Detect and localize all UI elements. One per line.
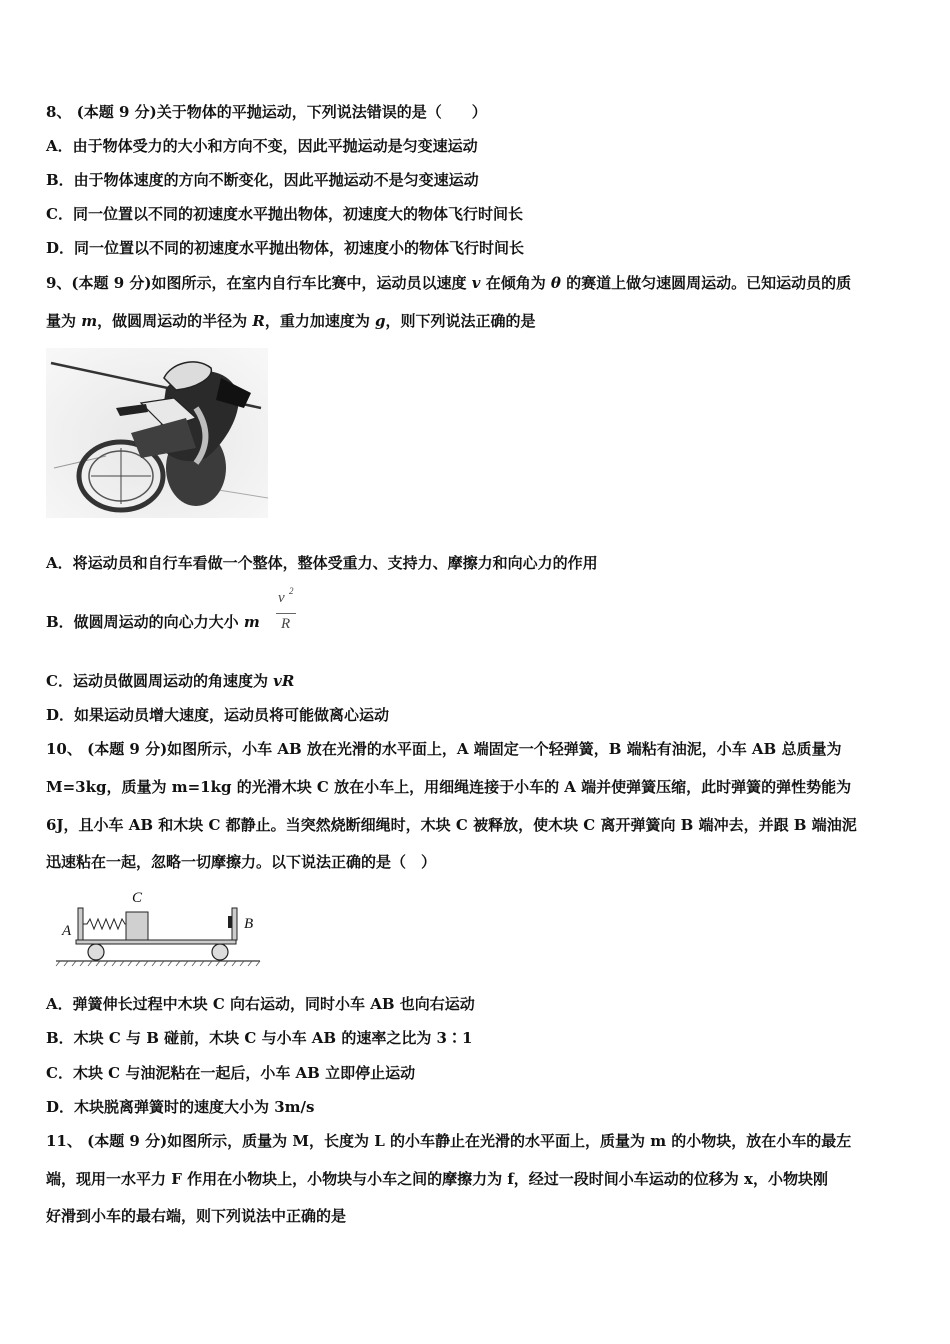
q10-option-d: D．木块脱离弹簧时的速度大小为 3m/s [46,1098,315,1116]
q10-option-b: B．木块 C 与 B 碰前，木块 C 与小车 AB 的速率之比为 3∶1 [46,1029,473,1047]
q9-option-b: B．做圆周运动的向心力大小 m [46,613,260,631]
q8-option-c: C．同一位置以不同的初速度水平抛出物体，初速度大的物体飞行时间长 [46,205,523,223]
label-c: C [132,890,143,906]
q11-stem-line1: 11、 (本题 9 分)如图所示，质量为 M，长度为 L 的小车静止在光滑的水平面上，质量为 m 的小物块，放在小车的最左 [46,1132,852,1150]
q9-option-d: D．如果运动员增大速度，运动员将可能做离心运动 [46,706,390,724]
q8-option-b: B．由于物体速度的方向不断变化，因此平抛运动不是匀变速运动 [46,171,479,189]
fraction-denominator: R [281,616,291,632]
cart-diagram [54,888,264,968]
label-a: A [62,923,72,939]
q11-stem-line3: 好滑到小车的最右端，则下列说法中正确的是 [46,1207,347,1225]
q10-stem-line4: 迅速粘在一起，忽略一切摩擦力。以下说法正确的是（ ） [46,853,437,871]
q10-stem-line2: M=3kg，质量为 m=1kg 的光滑木块 C 放在小车上，用细绳连接于小车的 A 端并使弹簧压缩，此时弹簧的弹性势能为 [46,778,852,796]
q8-stem: 8、 (本题 9 分)关于物体的平抛运动，下列说法错误的是（ ） [46,103,487,121]
cyclist-photo [46,348,268,518]
q11-stem-line2: 端，现用一水平力 F 作用在小物块上，小物块与小车之间的摩擦力为 f，经过一段时间小车运动的位移为 x，小物块刚 [46,1170,828,1188]
label-b: B [244,916,254,932]
fraction-superscript: 2 [289,586,294,596]
q10-stem-line3: 6J，且小车 AB 和木块 C 都静止。当突然烧断细绳时，木块 C 被释放，使木块 C 离开弹簧向 B 端冲去，并跟 B 端油泥 [46,816,857,834]
q10-option-a: A．弹簧伸长过程中木块 C 向右运动，同时小车 AB 也向右运动 [46,995,475,1013]
q9-stem-line2: 量为 m，做圆周运动的半径为 R，重力加速度为 g，则下列说法正确的是 [46,312,536,330]
q10-option-c: C．木块 C 与油泥粘在一起后，小车 AB 立即停止运动 [46,1064,416,1082]
q8-option-a: A．由于物体受力的大小和方向不变，因此平抛运动是匀变速运动 [46,137,478,155]
q9-stem-line1: 9、(本题 9 分)如图所示，在室内自行车比赛中，运动员以速度 v 在倾角为 θ 的赛道上做匀速圆周运动。已知运动员的质 [46,274,852,292]
q8-option-d: D．同一位置以不同的初速度水平抛出物体，初速度小的物体飞行时间长 [46,239,525,257]
q9-option-a: A．将运动员和自行车看做一个整体，整体受重力、支持力、摩擦力和向心力的作用 [46,554,598,572]
fraction-bar [276,613,296,614]
fraction-numerator: v [278,590,285,606]
q9-option-c: C．运动员做圆周运动的角速度为 vR [46,672,295,690]
q10-stem-line1: 10、 (本题 9 分)如图所示，小车 AB 放在光滑的水平面上，A 端固定一个轻弹簧，B 端粘有油泥，小车 AB 总质量为 [46,740,842,758]
